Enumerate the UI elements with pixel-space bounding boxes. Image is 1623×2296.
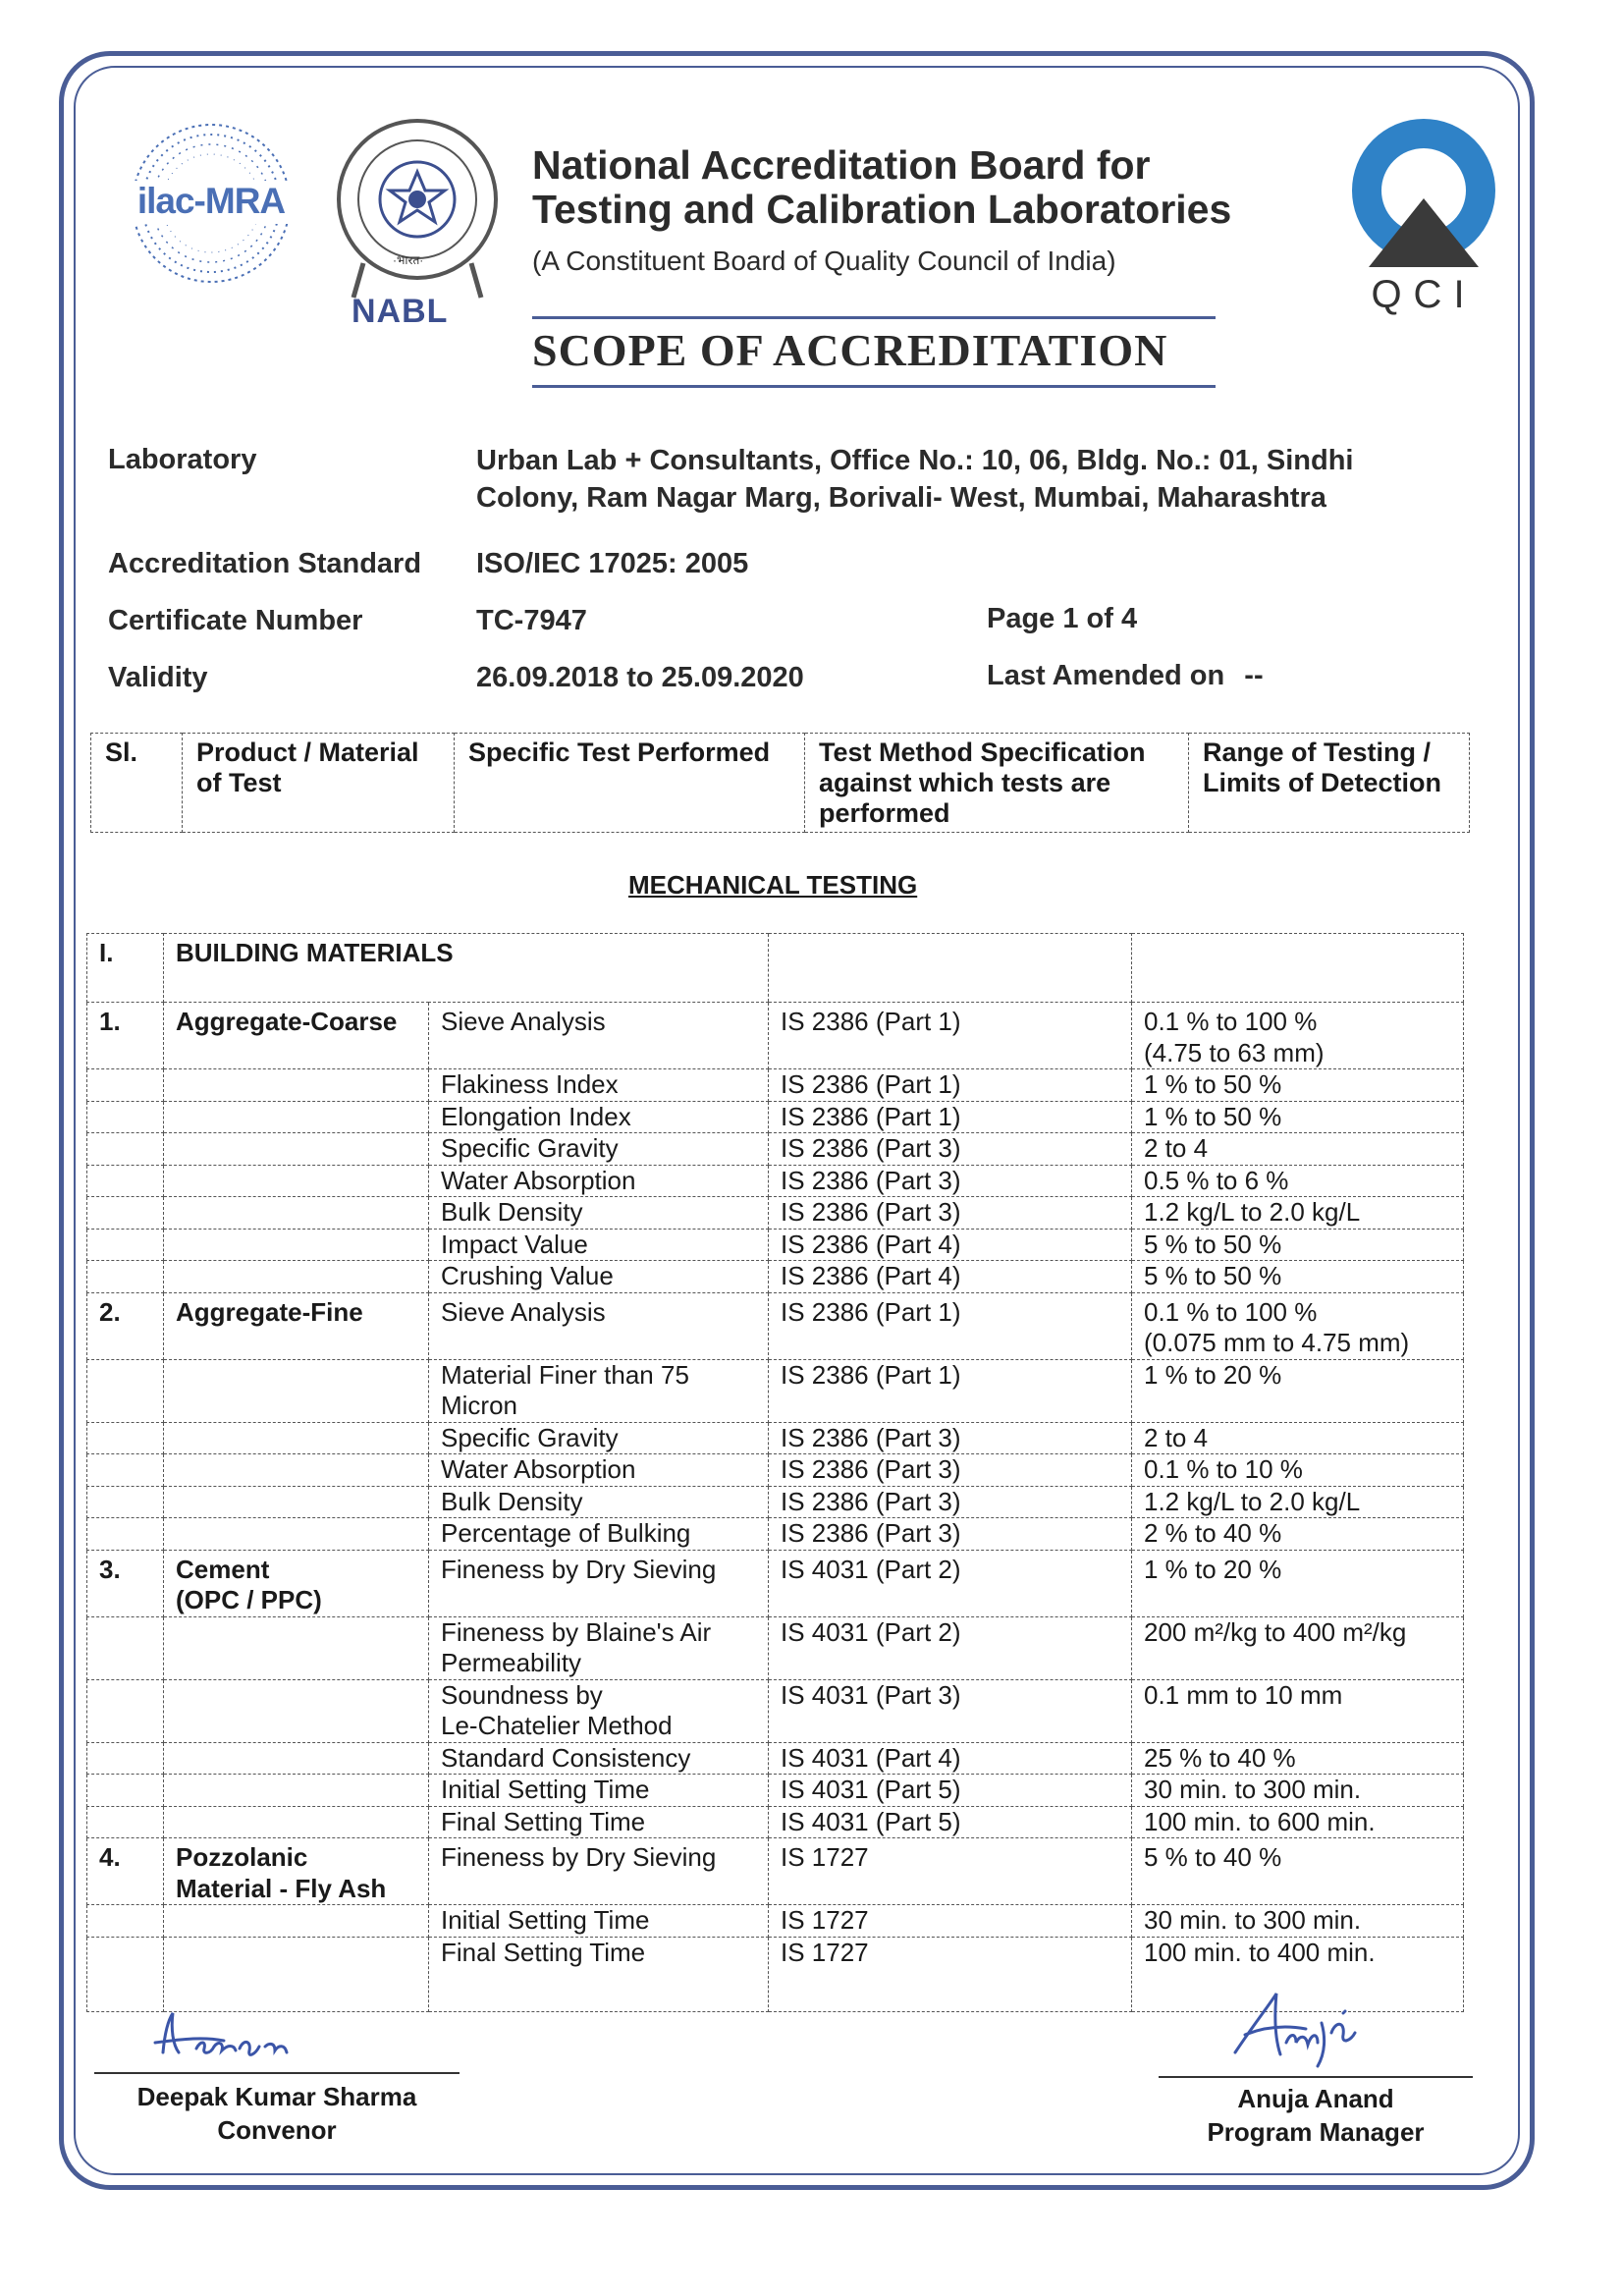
test-name — [429, 1069, 769, 1102]
test-range-line: 2 to 4 — [1144, 1422, 1209, 1452]
table-row — [87, 1003, 1464, 1069]
standard-value: ISO/IEC 17025: 2005 — [476, 548, 749, 579]
group-name-cell — [164, 1261, 429, 1293]
column-header-row — [91, 734, 1470, 833]
group-number-cell — [87, 1905, 164, 1938]
test-name-line: Standard Consistency — [441, 1742, 691, 1773]
group-name-line-2: (OPC / PPC) — [176, 1585, 322, 1614]
group-number-cell — [87, 1165, 164, 1197]
group-number-cell — [87, 1616, 164, 1679]
group-number: 2. — [87, 1292, 164, 1359]
test-range-line: 30 min. to 300 min. — [1144, 1905, 1362, 1935]
test-name-line: Bulk Density — [441, 1486, 583, 1516]
test-name — [429, 1486, 769, 1518]
test-method: IS 2386 (Part 1) — [769, 1003, 1132, 1069]
test-method: IS 2386 (Part 3) — [769, 1518, 1132, 1551]
group-number-cell — [87, 1454, 164, 1487]
qci-logo-text: QCI — [1371, 273, 1477, 316]
test-name — [429, 1616, 769, 1679]
test-name — [429, 1550, 769, 1616]
table-row — [87, 1775, 1464, 1807]
test-method: IS 2386 (Part 4) — [769, 1229, 1132, 1261]
right-signature-line — [1159, 2076, 1473, 2078]
test-range — [1132, 1101, 1464, 1133]
test-range — [1132, 1905, 1464, 1938]
table-row — [87, 1261, 1464, 1293]
right-signatory-name: Anuja Anand — [1237, 2084, 1394, 2113]
test-method: IS 4031 (Part 4) — [769, 1742, 1132, 1775]
test-range-line: 1 % to 50 % — [1144, 1069, 1282, 1099]
test-name — [429, 1905, 769, 1938]
test-name-line: Percentage of Bulking — [441, 1518, 691, 1548]
nabl-logo-text: NABL — [352, 293, 449, 330]
test-method: IS 2386 (Part 1) — [769, 1292, 1132, 1359]
test-range — [1132, 1069, 1464, 1102]
test-method: IS 2386 (Part 4) — [769, 1261, 1132, 1293]
test-range-line: 1 % to 50 % — [1144, 1101, 1282, 1131]
test-name-line: Initial Setting Time — [441, 1775, 650, 1804]
test-method: IS 4031 (Part 2) — [769, 1550, 1132, 1616]
group-name — [164, 1292, 429, 1359]
col-header-product — [183, 734, 455, 833]
test-name — [429, 1359, 769, 1422]
test-name — [429, 1101, 769, 1133]
test-name-line: Material Finer than 75 — [441, 1359, 689, 1390]
group-name-cell — [164, 1165, 429, 1197]
board-name-line-1: National Accreditation Board for — [532, 142, 1151, 188]
table-row — [87, 1679, 1464, 1742]
test-range-line: 2 to 4 — [1144, 1133, 1209, 1163]
test-range — [1132, 1679, 1464, 1742]
category-name: BUILDING MATERIALS — [164, 934, 769, 1003]
test-range-line: (4.75 to 63 mm) — [1144, 1037, 1325, 1067]
test-range-line: 0.1 % to 100 % — [1144, 1296, 1318, 1327]
test-name-line: Bulk Density — [441, 1197, 583, 1227]
table-row — [87, 1101, 1464, 1133]
col-header-product-line-1: Product / Material — [196, 738, 419, 767]
table-row — [87, 1518, 1464, 1551]
test-method: IS 1727 — [769, 1937, 1132, 2012]
certificate-label: Certificate Number — [108, 605, 363, 636]
test-name — [429, 1292, 769, 1359]
test-name — [429, 1454, 769, 1487]
test-range — [1132, 1486, 1464, 1518]
certificate-value: TC-7947 — [476, 605, 587, 636]
ilac-mra-logo — [128, 120, 295, 287]
laboratory-address-line-1: Urban Lab + Consultants, Office No.: 10, 06, Bldg. No.: 01, Sindhi — [476, 445, 1354, 476]
test-range-line: 200 m²/kg to 400 m²/kg — [1144, 1616, 1407, 1647]
test-method: IS 2386 (Part 3) — [769, 1165, 1132, 1197]
group-name-line-1: Aggregate-Fine — [176, 1296, 363, 1327]
validity-label: Validity — [108, 662, 208, 693]
group-number-cell — [87, 1069, 164, 1102]
test-range-line: 2 % to 40 % — [1144, 1518, 1282, 1548]
test-range-line: 0.1 mm to 10 mm — [1144, 1679, 1343, 1710]
test-name-line: Final Setting Time — [441, 1937, 646, 1967]
group-name-cell — [164, 1422, 429, 1454]
group-number: 3. — [87, 1550, 164, 1616]
ilac-mra-text: ilac-MRA — [136, 181, 286, 221]
group-name-cell — [164, 1359, 429, 1422]
last-amended — [987, 660, 1264, 692]
group-name-cell — [164, 1197, 429, 1230]
col-header-method-line-1: Test Method Specification — [819, 738, 1146, 767]
test-name-line: Impact Value — [441, 1229, 588, 1259]
test-method: IS 2386 (Part 3) — [769, 1486, 1132, 1518]
right-signature — [1216, 1984, 1373, 2072]
test-method: IS 4031 (Part 3) — [769, 1679, 1132, 1742]
test-range — [1132, 1806, 1464, 1838]
test-range — [1132, 1422, 1464, 1454]
group-name-cell — [164, 1679, 429, 1742]
table-row — [87, 1069, 1464, 1102]
test-name-line: Initial Setting Time — [441, 1905, 650, 1935]
laboratory-label: Laboratory — [108, 444, 257, 475]
test-range — [1132, 1616, 1464, 1679]
group-number-cell — [87, 1197, 164, 1230]
col-header-sl: Sl. — [91, 734, 183, 833]
test-method: IS 1727 — [769, 1905, 1132, 1938]
test-method: IS 1727 — [769, 1838, 1132, 1905]
header-rule-bottom — [532, 385, 1216, 388]
test-range-line: 5 % to 40 % — [1144, 1842, 1282, 1872]
test-range-line: 1 % to 20 % — [1144, 1554, 1282, 1584]
table-row — [87, 1616, 1464, 1679]
test-name — [429, 1422, 769, 1454]
last-amended-value: -- — [1244, 660, 1264, 691]
laboratory-address — [476, 442, 1353, 517]
group-name-cell — [164, 1905, 429, 1938]
test-method: IS 2386 (Part 1) — [769, 1069, 1132, 1102]
test-name-line: Sieve Analysis — [441, 1007, 606, 1036]
group-name-cell — [164, 1518, 429, 1551]
group-name-line-1: Cement — [176, 1554, 270, 1584]
test-name — [429, 1937, 769, 2012]
test-range-line: 25 % to 40 % — [1144, 1742, 1296, 1773]
group-name-cell — [164, 1486, 429, 1518]
test-range-line: 1 % to 20 % — [1144, 1359, 1282, 1390]
left-signature-line — [94, 2072, 460, 2074]
test-range-line: 1.2 kg/L to 2.0 kg/L — [1144, 1197, 1361, 1227]
test-name — [429, 1742, 769, 1775]
validity-value: 26.09.2018 to 25.09.2020 — [476, 662, 804, 693]
test-name — [429, 1261, 769, 1293]
test-range — [1132, 1133, 1464, 1166]
test-range — [1132, 1550, 1464, 1616]
test-name — [429, 1133, 769, 1166]
table-row — [87, 1229, 1464, 1261]
table-row — [87, 1422, 1464, 1454]
test-range — [1132, 1838, 1464, 1905]
group-number-cell — [87, 1229, 164, 1261]
test-range — [1132, 1165, 1464, 1197]
group-name-line-1: Aggregate-Coarse — [176, 1007, 398, 1036]
scope-title: SCOPE OF ACCREDITATION — [532, 325, 1168, 375]
table-row — [87, 1742, 1464, 1775]
test-name-line: Elongation Index — [441, 1101, 631, 1131]
test-method: IS 2386 (Part 3) — [769, 1133, 1132, 1166]
test-range — [1132, 1775, 1464, 1807]
group-number-cell — [87, 1422, 164, 1454]
board-name — [532, 143, 1231, 232]
qci-logo — [1333, 110, 1510, 277]
test-range-line: 30 min. to 300 min. — [1144, 1775, 1362, 1804]
test-name-line: Fineness by Dry Sieving — [441, 1554, 717, 1584]
group-number-cell — [87, 1133, 164, 1166]
test-name-line: Permeability — [441, 1648, 582, 1677]
test-name-line: Le-Chatelier Method — [441, 1711, 673, 1740]
table-row — [87, 1454, 1464, 1487]
group-name — [164, 1838, 429, 1905]
test-method: IS 2386 (Part 1) — [769, 1101, 1132, 1133]
test-range-line: 100 min. to 400 min. — [1144, 1937, 1376, 1967]
table-row — [87, 1359, 1464, 1422]
group-number-cell — [87, 1101, 164, 1133]
test-name — [429, 1165, 769, 1197]
left-signature — [145, 2001, 342, 2070]
header-rule-top — [532, 316, 1216, 319]
board-name-line-2: Testing and Calibration Laboratories — [532, 187, 1232, 232]
page-number: Page 1 of 4 — [987, 603, 1138, 634]
table-row — [87, 1806, 1464, 1838]
group-number-cell — [87, 1261, 164, 1293]
category-number: I. — [87, 934, 164, 1003]
test-method: IS 2386 (Part 1) — [769, 1359, 1132, 1422]
right-signatory-title: Program Manager — [1207, 2117, 1425, 2147]
test-name-line: Final Setting Time — [441, 1806, 646, 1836]
test-range-line: 1.2 kg/L to 2.0 kg/L — [1144, 1486, 1361, 1516]
test-range-line: 0.1 % to 10 % — [1144, 1454, 1303, 1484]
test-name-line: Soundness by — [441, 1679, 603, 1710]
group-number-cell — [87, 1806, 164, 1838]
group-name-cell — [164, 1133, 429, 1166]
test-name-line: Fineness by Dry Sieving — [441, 1842, 717, 1872]
test-range-line: (0.075 mm to 4.75 mm) — [1144, 1328, 1410, 1357]
test-name — [429, 1838, 769, 1905]
test-range-line: 100 min. to 600 min. — [1144, 1806, 1376, 1836]
test-range — [1132, 1518, 1464, 1551]
test-name-line: Specific Gravity — [441, 1422, 619, 1452]
category-row — [87, 934, 1464, 1003]
col-header-product-line-2: of Test — [196, 768, 282, 797]
group-name-cell — [164, 1742, 429, 1775]
group-number: 4. — [87, 1838, 164, 1905]
col-header-range-line-2: Limits of Detection — [1203, 768, 1442, 797]
test-range-line: 5 % to 50 % — [1144, 1261, 1282, 1290]
col-header-test: Specific Test Performed — [455, 734, 805, 833]
group-name-cell — [164, 1616, 429, 1679]
table-row — [87, 1550, 1464, 1616]
standard-label: Accreditation Standard — [108, 548, 422, 579]
col-header-method — [805, 734, 1189, 833]
group-number-cell — [87, 1359, 164, 1422]
test-method: IS 2386 (Part 3) — [769, 1197, 1132, 1230]
test-range-line: 5 % to 50 % — [1144, 1229, 1282, 1259]
group-name-cell — [164, 1775, 429, 1807]
scope-table — [86, 933, 1464, 2012]
table-row — [87, 1165, 1464, 1197]
test-name — [429, 1775, 769, 1807]
test-name — [429, 1806, 769, 1838]
test-range — [1132, 1292, 1464, 1359]
table-row — [87, 1197, 1464, 1230]
test-name-line: Specific Gravity — [441, 1133, 619, 1163]
left-signatory-title: Convenor — [217, 2115, 337, 2145]
category-method-cell — [769, 934, 1132, 1003]
board-subtitle: (A Constituent Board of Quality Council of India) — [532, 246, 1116, 276]
test-method: IS 2386 (Part 3) — [769, 1422, 1132, 1454]
laboratory-address-line-2: Colony, Ram Nagar Marg, Borivali- West, Mumbai, Maharashtra — [476, 482, 1326, 514]
test-name — [429, 1197, 769, 1230]
test-name-line: Water Absorption — [441, 1454, 636, 1484]
group-name — [164, 1550, 429, 1616]
nabl-caption: ·भारत· — [393, 253, 424, 267]
last-amended-label: Last Amended on — [987, 660, 1225, 691]
test-range — [1132, 1197, 1464, 1230]
group-number-cell — [87, 1679, 164, 1742]
table-row — [87, 1905, 1464, 1938]
table-row — [87, 1292, 1464, 1359]
test-name — [429, 1679, 769, 1742]
group-number-cell — [87, 1518, 164, 1551]
test-name — [429, 1518, 769, 1551]
test-range — [1132, 1261, 1464, 1293]
test-range — [1132, 1742, 1464, 1775]
test-method: IS 4031 (Part 2) — [769, 1616, 1132, 1679]
group-number-cell — [87, 1775, 164, 1807]
group-number: 1. — [87, 1003, 164, 1069]
col-header-range — [1189, 734, 1470, 833]
group-number-cell — [87, 1742, 164, 1775]
test-name-line: Sieve Analysis — [441, 1296, 606, 1327]
col-header-method-line-3: performed — [819, 798, 950, 828]
test-method: IS 4031 (Part 5) — [769, 1775, 1132, 1807]
table-row — [87, 1133, 1464, 1166]
test-method: IS 2386 (Part 3) — [769, 1454, 1132, 1487]
group-name-cell — [164, 1454, 429, 1487]
test-range — [1132, 1229, 1464, 1261]
category-range-cell — [1132, 934, 1464, 1003]
test-name-line: Crushing Value — [441, 1261, 614, 1290]
left-signatory-name: Deepak Kumar Sharma — [136, 2082, 417, 2111]
test-name-line: Water Absorption — [441, 1165, 636, 1195]
group-name-cell — [164, 1806, 429, 1838]
group-name-cell — [164, 1069, 429, 1102]
column-header-table — [90, 733, 1470, 833]
group-name-line-2: Material - Fly Ash — [176, 1873, 387, 1903]
col-header-method-line-2: against which tests are — [819, 768, 1111, 797]
group-name — [164, 1003, 429, 1069]
test-method: IS 4031 (Part 5) — [769, 1806, 1132, 1838]
section-title: MECHANICAL TESTING — [628, 870, 918, 900]
test-name — [429, 1229, 769, 1261]
group-name-cell — [164, 1229, 429, 1261]
test-range — [1132, 1454, 1464, 1487]
group-name-cell — [164, 1101, 429, 1133]
test-name-line: Fineness by Blaine's Air — [441, 1616, 712, 1647]
test-range — [1132, 1359, 1464, 1422]
group-number-cell — [87, 1486, 164, 1518]
test-name-line: Flakiness Index — [441, 1069, 619, 1099]
test-range — [1132, 1003, 1464, 1069]
test-name-line: Micron — [441, 1391, 518, 1420]
group-name-line-1: Pozzolanic — [176, 1842, 308, 1872]
test-range-line: 0.1 % to 100 % — [1144, 1007, 1318, 1036]
table-row — [87, 1486, 1464, 1518]
col-header-range-line-1: Range of Testing / — [1203, 738, 1432, 767]
test-name — [429, 1003, 769, 1069]
table-row — [87, 1838, 1464, 1905]
test-range-line: 0.5 % to 6 % — [1144, 1165, 1289, 1195]
